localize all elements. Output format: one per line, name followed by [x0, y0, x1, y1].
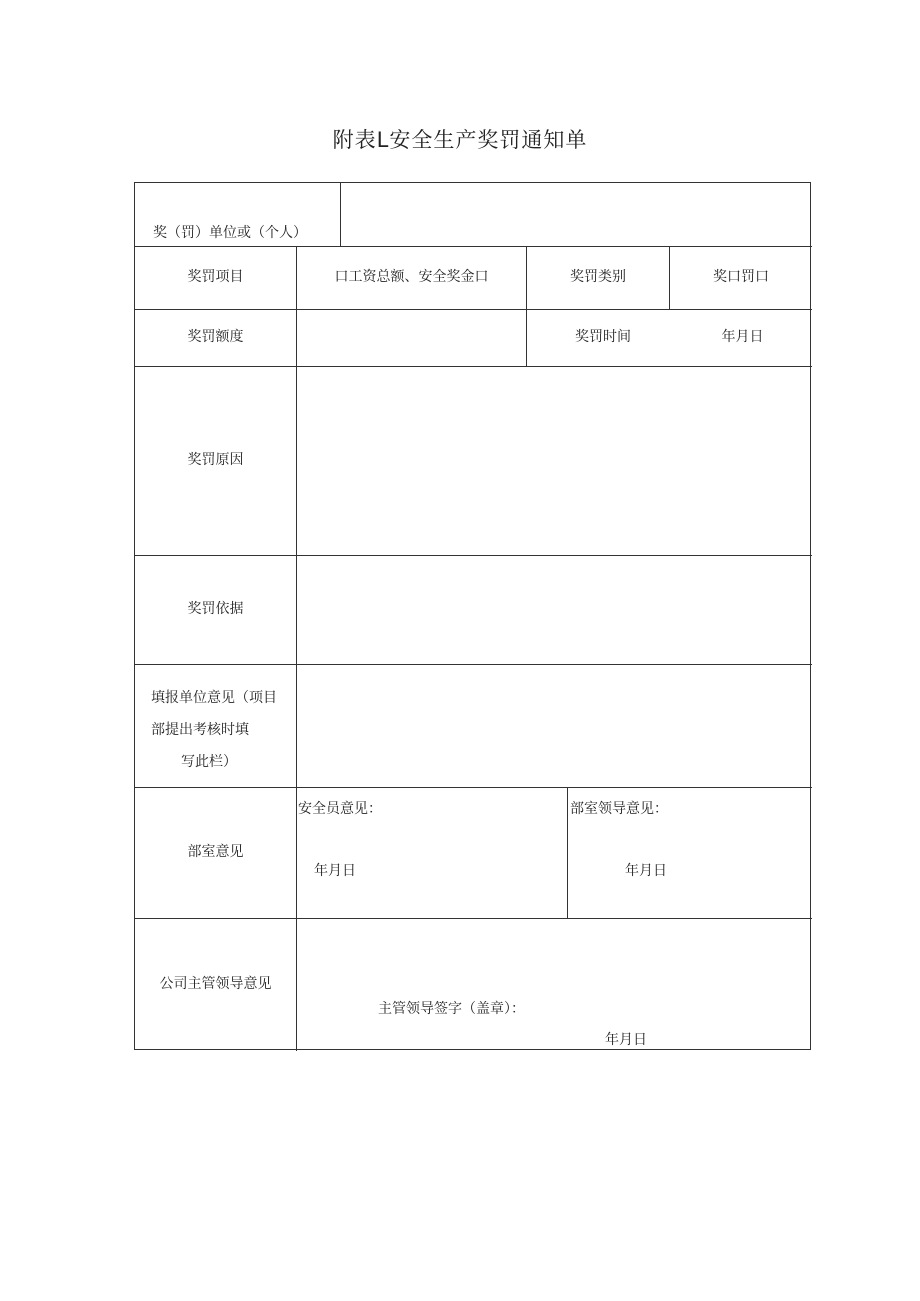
dept-opinion-label: 部室意见: [187, 844, 244, 861]
reward-basis-label: 奖罚依据: [187, 601, 244, 618]
company-leader-date[interactable]: 年月日: [605, 1032, 647, 1048]
reward-basis-field[interactable]: [297, 556, 811, 664]
reward-reason-field[interactable]: [297, 367, 811, 555]
safety-officer-opinion-label: 安全员意见：: [298, 801, 382, 817]
reward-amount-field[interactable]: [297, 309, 526, 366]
reward-amount-label: 奖罚额度: [187, 329, 244, 346]
unit-opinion-label-line2: 部提出考核时填: [151, 722, 249, 738]
notice-form-table: [134, 182, 811, 1050]
reward-type-label: 奖罚类别: [570, 269, 626, 286]
unit-opinion-field[interactable]: [297, 665, 811, 787]
column-divider: [567, 787, 568, 918]
company-leader-opinion-label: 公司主管领导意见: [159, 976, 272, 993]
page-title: 附表L安全生产奖罚通知单: [332, 128, 588, 152]
reward-time-date[interactable]: 年月日: [721, 329, 764, 346]
leader-signature-label: 主管领导签字（盖章）：: [378, 1001, 525, 1017]
unit-person-label: 奖（罚）单位或（个人）: [153, 225, 307, 241]
reward-type-value[interactable]: 奖口罚口: [713, 269, 769, 286]
dept-leader-date[interactable]: 年月日: [625, 863, 667, 879]
safety-officer-date[interactable]: 年月日: [314, 863, 356, 879]
reward-item-label: 奖罚项目: [187, 269, 244, 286]
reward-time-label: 奖罚时间: [575, 329, 631, 346]
dept-leader-opinion-label: 部室领导意见：: [570, 801, 668, 817]
unit-opinion-label-line1: 填报单位意见（项目: [151, 690, 277, 706]
unit-person-field[interactable]: [341, 183, 811, 246]
reward-reason-label: 奖罚原因: [187, 452, 244, 469]
unit-opinion-label-line3: 写此栏）: [181, 754, 237, 770]
reward-item-value[interactable]: 口工资总额、安全奖金口: [334, 269, 489, 286]
